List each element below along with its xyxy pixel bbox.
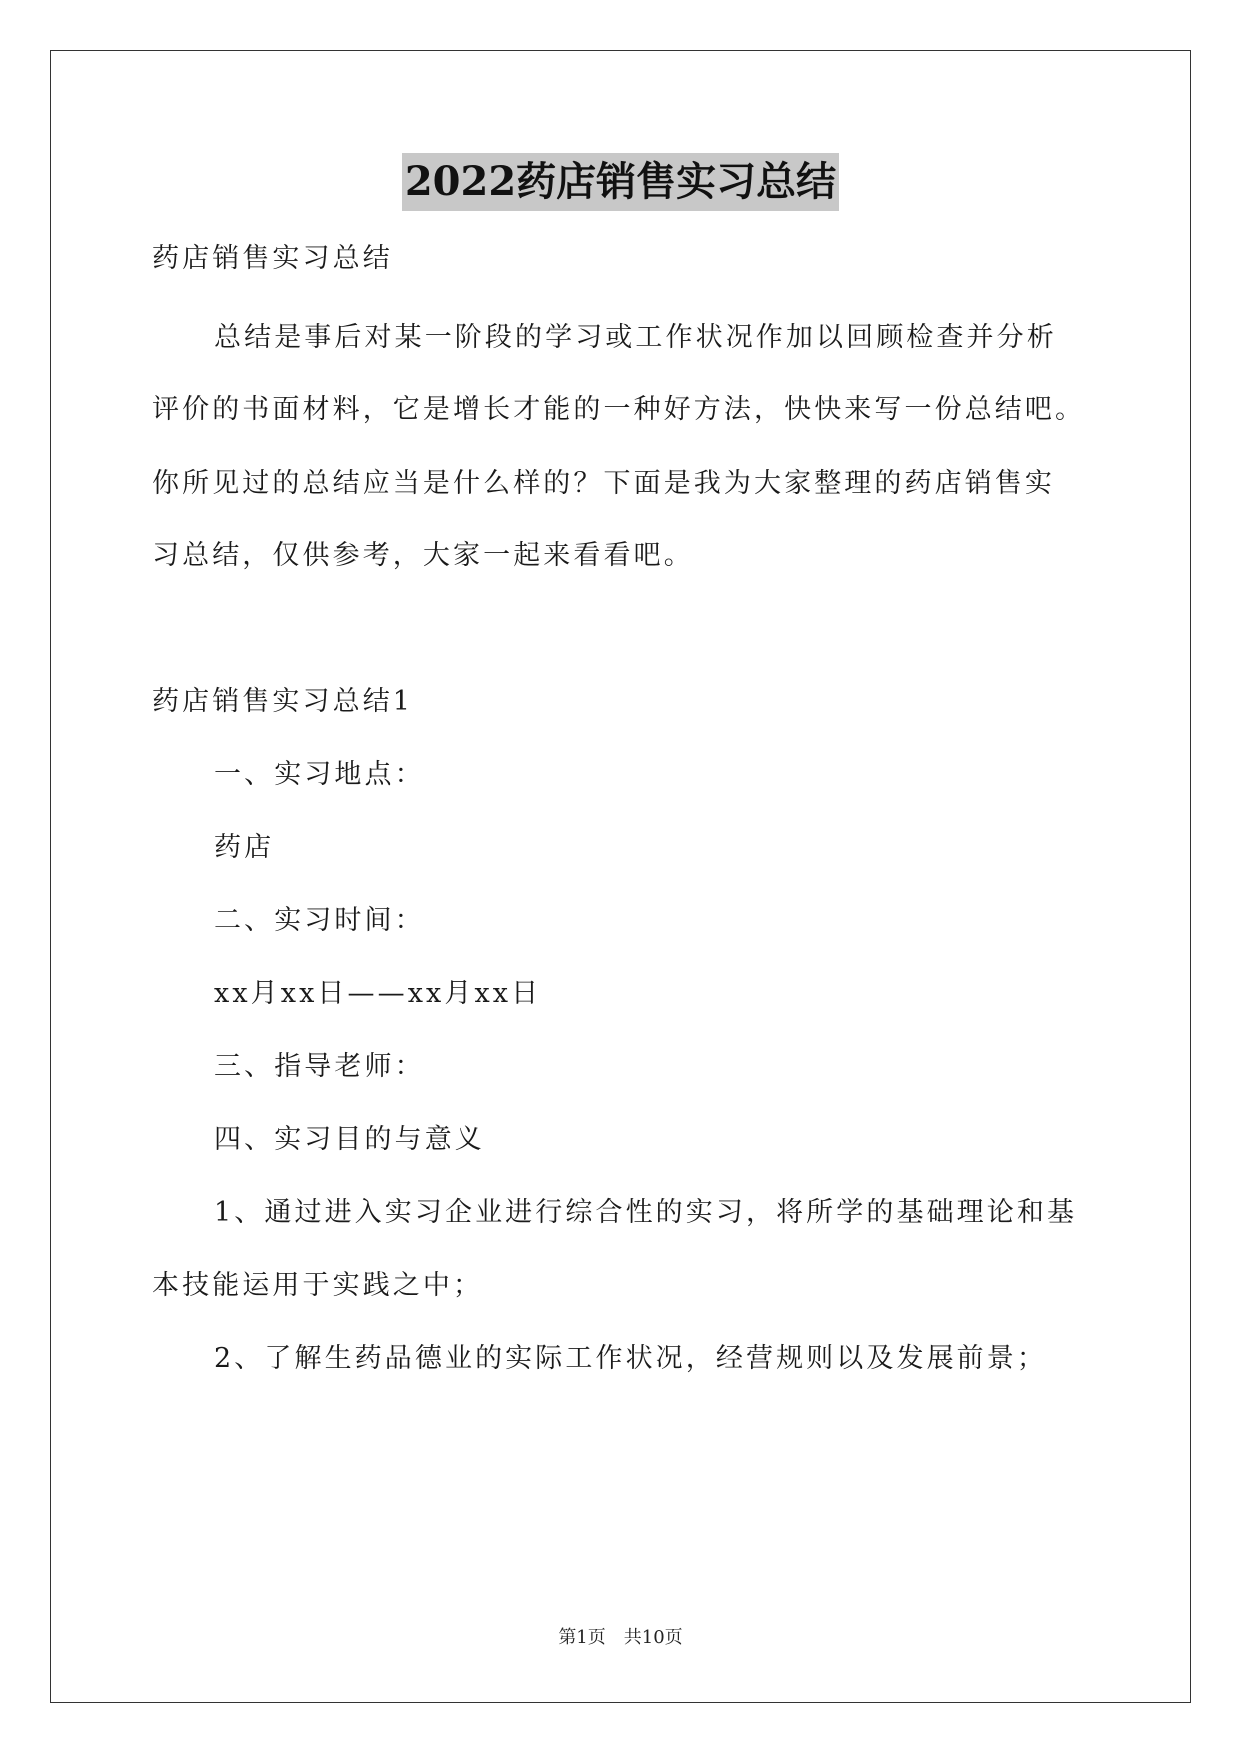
item-teacher: 三、指导老师： (214, 1051, 425, 1082)
subtitle-line: 药店销售实习总结 (152, 243, 393, 274)
intro-line-3: 你所见过的总结应当是什么样的？下面是我为大家整理的药店销售实 (152, 468, 1055, 499)
purpose-point-1-cont: 本技能运用于实践之中； (152, 1270, 484, 1301)
title-container (0, 153, 1241, 211)
page-border (50, 50, 1191, 1703)
item-purpose: 四、实习目的与意义 (214, 1124, 485, 1155)
location-value: 药店 (214, 832, 275, 863)
purpose-point-1: 1、通过进入实习企业进行综合性的实习，将所学的基础理论和基 (214, 1197, 1078, 1228)
intro-line-2: 评价的书面材料，它是增长才能的一种好方法，快快来写一份总结吧。 (152, 394, 1086, 425)
document-title: 2022药店销售实习总结 (402, 153, 839, 211)
item-location: 一、实习地点： (214, 759, 425, 790)
purpose-point-2: 2、了解生药品德业的实际工作状况，经营规则以及发展前景； (214, 1343, 1047, 1374)
section-heading: 药店销售实习总结1 (152, 686, 414, 717)
page-footer: 第1页 共10页 (558, 1627, 683, 1648)
time-value: xx月xx日——xx月xx日 (214, 978, 542, 1009)
intro-line-4: 习总结，仅供参考，大家一起来看看吧。 (152, 540, 694, 571)
item-time: 二、实习时间： (214, 905, 425, 936)
intro-line-1: 总结是事后对某一阶段的学习或工作状况作加以回顾检查并分析 (214, 322, 1057, 353)
